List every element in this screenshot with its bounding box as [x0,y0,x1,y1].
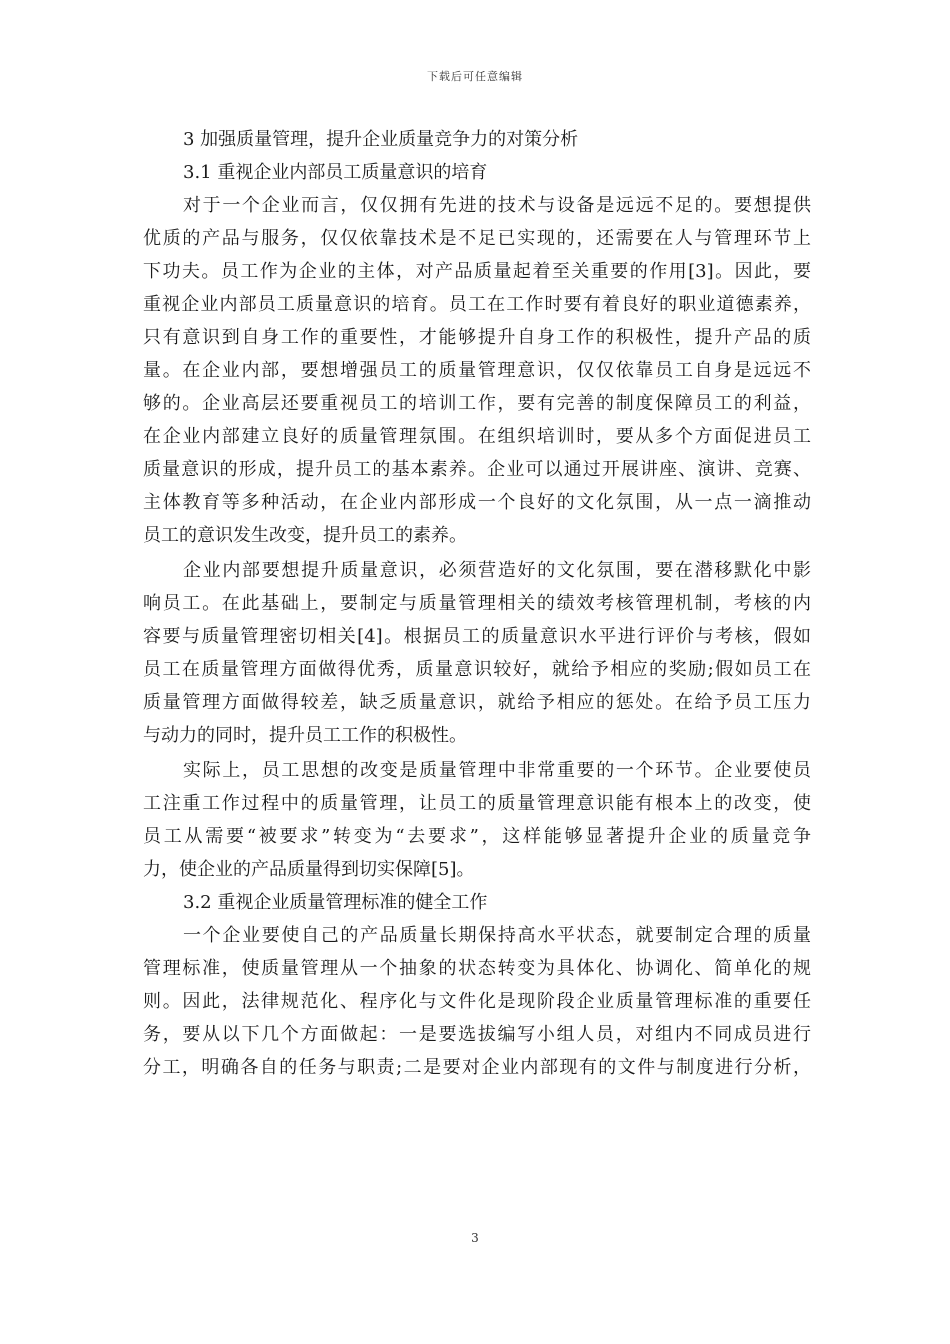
paragraph-line: 质量意识的形成，提升员工的基本素养。企业可以通过开展讲座、演讲、竞赛、 [143,459,811,480]
paragraph-line: 实际上，员工思想的改变是质量管理中非常重要的一个环节。企业要使员 [183,760,811,781]
subsection-heading-3-1: 3.1 重视企业内部员工质量意识的培育 [183,162,488,183]
paragraph-line: 质量管理方面做得较差，缺乏质量意识，就给予相应的惩处。在给予员工压力 [143,692,811,713]
paragraph-line: 企业内部要想提升质量意识，必须营造好的文化氛围，要在潜移默化中影 [183,560,811,581]
paragraph-line: 容要与质量管理密切相关[4]。根据员工的质量意识水平进行评价与考核，假如 [143,626,811,647]
paragraph-line: 与动力的同时，提升员工工作的积极性。 [143,725,467,746]
paragraph-4 [143,919,811,1084]
paragraph-line: 则。因此，法律规范化、程序化与文件化是现阶段企业质量管理标准的重要任 [143,991,811,1012]
subsection-heading-3-2: 3.2 重视企业质量管理标准的健全工作 [183,892,488,913]
paragraph-line: 主体教育等多种活动，在企业内部形成一个良好的文化氛围，从一点一滴推动 [143,492,811,513]
paragraph-line: 重视企业内部员工质量意识的培育。员工在工作时要有着良好的职业道德素养， [143,294,811,315]
paragraph-line: 对于一个企业而言，仅仅拥有先进的技术与设备是远远不足的。要想提供 [183,195,811,216]
paragraph-1 [143,189,811,552]
paragraph-line: 力，使企业的产品质量得到切实保障[5]。 [143,859,475,880]
paragraph-2 [143,554,811,752]
paragraph-line: 下功夫。员工作为企业的主体，对产品质量起着至关重要的作用[3]。因此，要 [143,261,811,282]
page-number: 3 [471,1231,479,1245]
paragraph-line: 只有意识到自身工作的重要性，才能够提升自身工作的积极性，提升产品的质 [143,327,811,348]
section-heading-3: 3 加强质量管理，提升企业质量竞争力的对策分析 [183,129,579,150]
paragraph-line: 够的。企业高层还要重视员工的培训工作，要有完善的制度保障员工的利益， [143,393,811,414]
paragraph-line: 量。在企业内部，要想增强员工的质量管理意识，仅仅依靠员工自身是远远不 [143,360,811,381]
paragraph-line: 分工，明确各自的任务与职责;二是要对企业内部现有的文件与制度进行分析， [143,1057,811,1078]
paragraph-line: 务，要从以下几个方面做起：一是要选拔编写小组人员，对组内不同成员进行 [143,1024,811,1045]
paragraph-line: 在企业内部建立良好的质量管理氛围。在组织培训时，要从多个方面促进员工 [143,426,811,447]
paragraph-line: 员工的意识发生改变，提升员工的素养。 [143,525,467,546]
paragraph-line: 一个企业要使自己的产品质量长期保持高水平状态，就要制定合理的质量 [183,925,811,946]
paragraph-line: 优质的产品与服务，仅仅依靠技术是不足已实现的，还需要在人与管理环节上 [143,228,811,249]
document-body [143,123,811,1084]
paragraph-line: 管理标准，使质量管理从一个抽象的状态转变为具体化、协调化、简单化的规 [143,958,811,979]
paragraph-line: 响员工。在此基础上，要制定与质量管理相关的绩效考核管理机制，考核的内 [143,593,811,614]
page-header: 下载后可任意编辑 [427,70,523,83]
paragraph-line: 工注重工作过程中的质量管理，让员工的质量管理意识能有根本上的改变，使 [143,793,811,814]
paragraph-line: 员工在质量管理方面做得优秀，质量意识较好，就给予相应的奖励;假如员工在 [143,659,811,680]
paragraph-line: 员工从需要“被要求”转变为“去要求”，这样能够显著提升企业的质量竞争 [143,826,811,847]
paragraph-3 [143,754,811,886]
